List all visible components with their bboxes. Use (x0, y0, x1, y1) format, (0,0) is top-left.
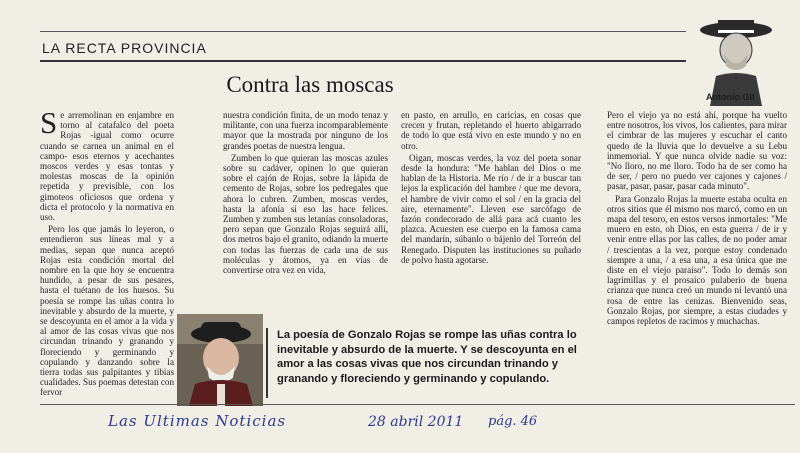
column-3 (401, 110, 581, 306)
section-rule (40, 60, 686, 62)
paragraph: Pero el viejo ya no está ahí, porque ha vuelto entre nosotros, los vivos, los calientes, para mirar el cimbrar de las mujeres y escuchar el canto quedo de la lluvia que lo devuelve a su Lebu inmemorial. Y que nunca olvide nadie su voz: "No lloro, no me lloro. Todo ha de ser como ha de ser, / pero no puedo ver cajones y cajones / pasar, pasar, pasar, pasar cada minuto". (607, 110, 787, 192)
pull-quote: La poesía de Gonzalo Rojas se rompe las uñas contra lo inevitable y absurdo de la muerte. Y se descoyunta en el amor a las cosas vivas que nos circundan trinando y granando y floreciendo y germinando y copulando. (277, 329, 577, 385)
column-1 (40, 110, 174, 402)
drop-cap: S (40, 110, 58, 140)
article-title: Contra las moscas (226, 72, 394, 97)
bottom-divider (40, 404, 795, 405)
handwritten-date: 28 abril 2011 (368, 414, 464, 430)
paragraph: nuestra condición finita, de un modo tenaz y militante, con una fuerza incomparablemente mayor que la mostrada por ninguno de los grandes poetas de nuestra lengua. (223, 110, 388, 151)
poet-photo (177, 314, 263, 406)
paragraph: Para Gonzalo Rojas la muerte estaba oculta en otros sitios que él mismo nos marcó, como en un mapa del tesoro, en estos versos inmortales: "Me muero en esto, oh Dios, en esta guerra / de ir y venir entre ellas por las calles, de no poder amar / trescientas a la vez, porque estoy condenado siempre a una, / a esa una, a esa única que me diste en el viejo paraíso". Todo lo demás son lagrimillas y el prosaico pulaberío de buena crianza que nunca creó un mundo ni levantó una rosa de entre las cenizas. Bienvenido seas, Gonzalo Rojas, por siempre, a estas ciudades y campos repletos de racimos y muchachas. (607, 193, 787, 327)
author-name: Antonio Gil (706, 92, 755, 102)
paragraph: Oigan, moscas verdes, la voz del poeta sonar desde la hondura: "Me hablan del Dios o me hablan de la Historia. Me río / de ir a buscar tan lejos la explicación del hambre / que me devora, el hambre de vivir como el sol / en la gracia del aire, eternamente". Lleven ese sarcófago de fazón condecorado de allá para acá cuanto les plazca. Acuesten ese cuerpo en la famosa cama del mandarín, súbanlo o bájenlo del Torreón del Renegado. Disputen las instituciones su puñado de polvo hasta agotarse. (401, 152, 581, 265)
pullquote-bar (266, 328, 268, 398)
handwritten-source: Las Ultimas Noticias (108, 412, 287, 430)
paragraph: en pasto, en arrullo, en caricias, en cosas que crecen y frutan, repletando el huerto abigarrado de todo lo que está vivo en este mundo y no en otro. (401, 110, 581, 151)
paragraph: e arremolinan en enjambre en torno al catafalco del poeta Rojas -igual como ocurre cuando se carnea un animal en el campo- esos eternos y acechantes moscos verdes y esas tontas y molestas moscas de la opinión repetida y previsible, con los gimoteos oficiosos que ordena y dicta el protocolo y la normativa en uso. (40, 110, 174, 223)
paragraph: Pero los que jamás lo leyeron, o entendieron sus líneas mal y a medias, sepan que nunca aceptó Rojas esta condición mortal del nombre en la que hoy se encuentra hundido, a pesar de sus pesares, hasta el tuétano de los huesos. Su poesía se rompe las uñas contra lo inevitable y absurdo de la muerte, y se descoyunta en el amor a la vida y al amor de las cosas vivas que nos circundan trinando y granando y floreciendo y germinando y copulando y danzando sobre la tierra todas sus palpitantes y tibias cualidades. Sus poemas detestan con fervor (40, 224, 174, 398)
paragraph: Zumben lo que quieran las moscas azules sobre su cadáver, opinen lo que quieran sobre el cajón de Rojas, sobre la lápida de cemento de Rojas, sobre los pedregales que ahora lo cubren. Zumben, moscas verdes, hasta la afonía si eso las hace felices. Zumben y zumben sus letanías consoladoras, pero sepan que Gonzalo Rojas seguirá allí, dos metros bajo el granito, odiando la muerte con todas las fuerzas de cada una de sus moléculas y átomos, ya en vías de convertirse otra vez en vida, (223, 152, 388, 276)
section-heading: LA RECTA PROVINCIA (42, 40, 207, 56)
top-divider (40, 31, 686, 32)
column-4 (607, 110, 787, 402)
handwritten-page: pág. 46 (488, 414, 538, 429)
column-2 (223, 110, 388, 306)
